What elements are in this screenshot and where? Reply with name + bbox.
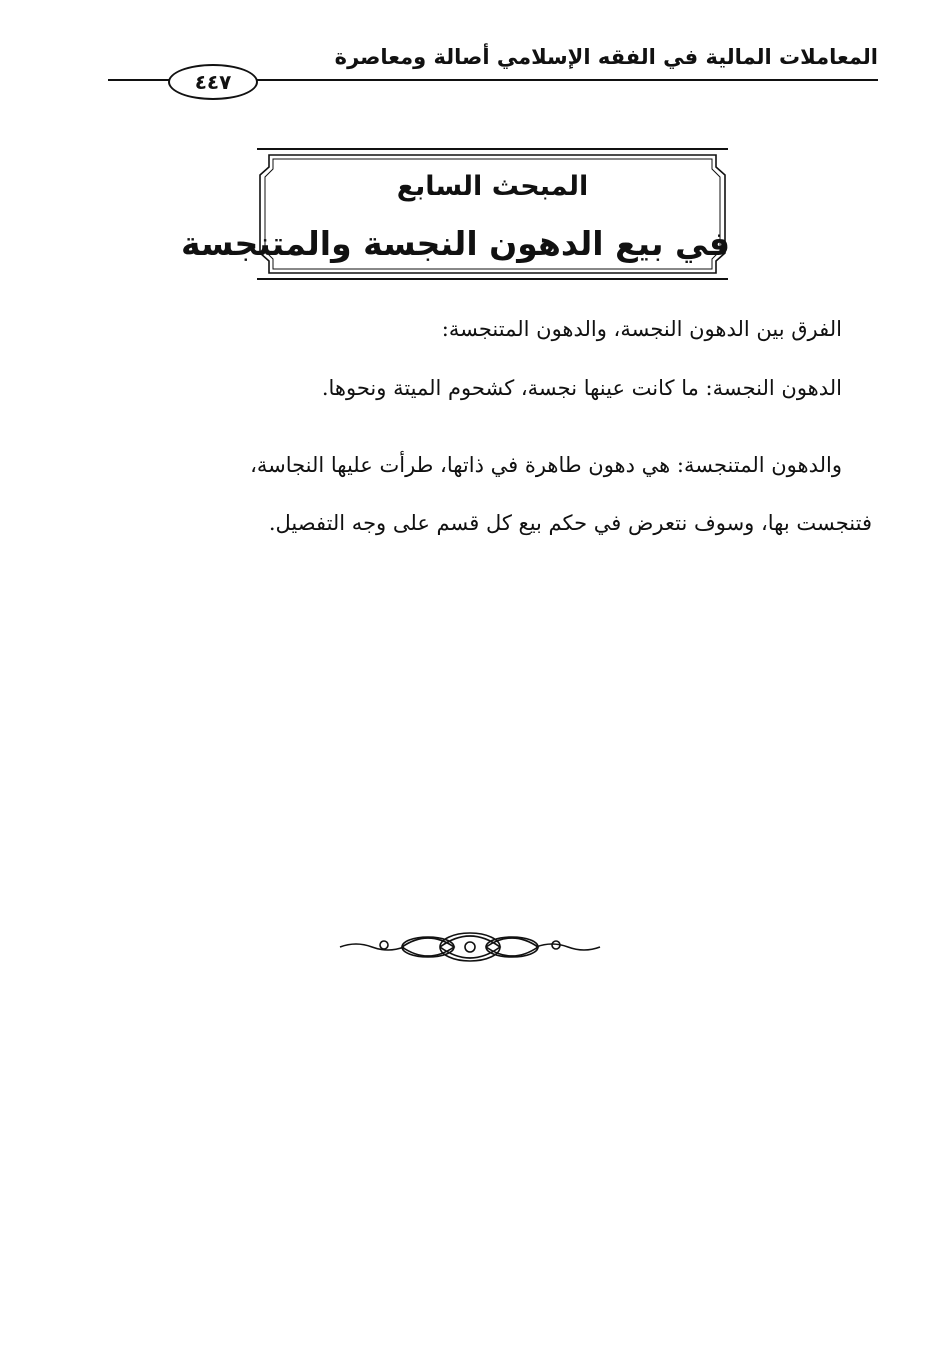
paragraph-difference: الفرق بين الدهون النجسة، والدهون المتنجسة: xyxy=(441,317,842,341)
paragraph-mutanajjisa-definition xyxy=(92,436,872,552)
decorative-divider-icon xyxy=(336,927,604,967)
section-heading: المبحث السابع xyxy=(396,171,589,202)
paragraph-najisa-definition: الدهون النجسة: ما كانت عينها نجسة، كشحوم الميتة ونحوها. xyxy=(321,376,842,400)
section-subheading: في بيع الدهون النجسة والمتنجسة xyxy=(180,224,730,263)
paragraph-line: والدهون المتنجسة: هي دهون طاهرة في ذاتها، طرأت عليها النجاسة، xyxy=(250,453,842,477)
running-header-title: المعاملات المالية في الفقه الإسلامي أصالة ومعاصرة xyxy=(334,45,878,69)
section-title-frame xyxy=(180,147,730,281)
paragraph-line: فتنجست بها، وسوف نتعرض في حكم بيع كل قسم على وجه التفصيل. xyxy=(268,511,872,535)
page-number: ٤٤٧ xyxy=(168,64,258,100)
